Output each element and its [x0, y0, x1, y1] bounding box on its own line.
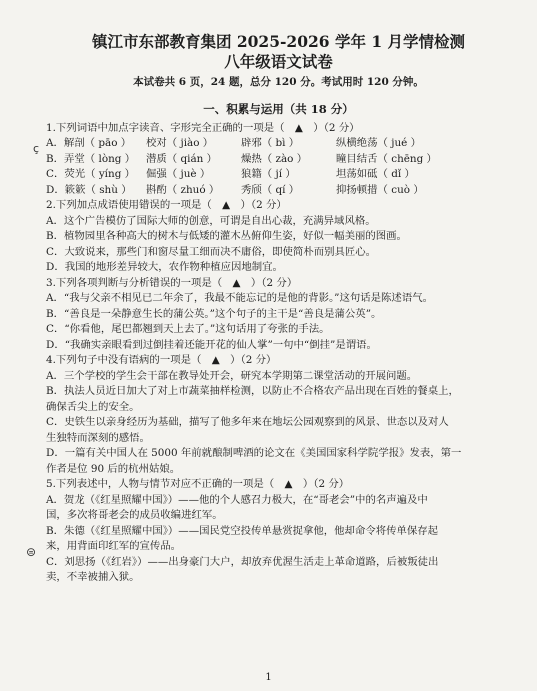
option-cell: 校对（ jiào ）	[146, 137, 214, 149]
option-c: C．刘思扬（《红岩》）——出身豪门大户，却放弃优渥生活走上革命道路，后被叛徒出	[46, 555, 439, 568]
question-stem: 1.下列词语中加点字读音、字形完全正确的一项是（ ▲ ）（2 分）	[46, 121, 360, 134]
option-b-continued: 来，用背面印红军的宣传品。	[46, 540, 182, 552]
option-c: C．史铁生以亲身经历为基础，描写了他多年来在地坛公园观察到的风景、世态以及对人	[46, 416, 449, 428]
option-cell: 瞳目结舌（ chēng ）	[336, 152, 437, 165]
option-cell: C．荧光（ yíng ）	[46, 168, 136, 180]
page-number: 1	[265, 671, 272, 683]
question-stem: 2.下列加点成语使用错误的一项是（ ▲ ）（2 分）	[46, 199, 287, 211]
exam-title: 镇江市东部教育集团 2025-2026 学年 1 月学情检测	[91, 32, 466, 51]
exam-subtitle: 八年级语文试卷	[224, 52, 333, 71]
question-stem: 5.下列表述中，人物与情节对应不正确的一项是（ ▲ ）（2 分）	[46, 478, 350, 490]
option-c: C．大致说来，那些门和窗尽量工细而决不庸俗，即使简朴而别具匠心。	[46, 245, 377, 258]
option-cell: 辟邪（ bì ）	[241, 137, 300, 149]
option-cell: 燥热（ zào ）	[241, 152, 308, 165]
option-b-continued: 确保舌尖上的安全。	[46, 400, 140, 413]
option-cell: B．弄堂（ lòng ）	[46, 152, 136, 165]
option-b: B．“善良是一朵静意生长的蒲公英。”这个句子的主干是“善良是蒲公英”。	[46, 307, 382, 320]
option-b: B．朱德（《红星照耀中国》）——国民党空投传单悬赏捉拿他，他却命令将传单保存起	[46, 524, 439, 537]
option-a-continued: 国，多次将哥老会的成员收编进红军。	[46, 509, 223, 521]
option-cell: A．解剖（ pāo ）	[46, 137, 132, 149]
option-c: C．“你看他，尾巴都翘到天上去了。”这句话用了夸张的手法。	[46, 323, 330, 335]
option-cell: 倔强（ juè ）	[146, 168, 211, 180]
question-1	[46, 121, 511, 199]
option-a: A．“我与父亲不相见已二年余了，我最不能忘记的是他的背影。”这句话是陈述语气。	[46, 292, 433, 304]
option-grid	[46, 136, 511, 198]
question-4	[46, 353, 511, 477]
option-d: D．我国的地形差异较大，农作物种植应因地制宜。	[46, 261, 283, 273]
option-b: B．执法人员近日加大了对上市蔬菜抽样检测，以防止不合格农产品出现在百姓的餐桌上，	[46, 385, 459, 397]
question-stem: 4.下列句子中没有语病的一项是（ ▲ ）（2 分）	[46, 354, 277, 366]
question-5	[46, 477, 511, 586]
question-stem: 3.下列各项判断与分析错误的一项是（ ▲ ）（2 分）	[46, 276, 298, 289]
option-cell: 狼籍（ jí ）	[241, 168, 296, 180]
option-cell: 潜质（ qián ）	[146, 152, 218, 165]
option-cell: 斟酌（ zhuó ）	[146, 183, 220, 196]
option-c-continued: 生独特而深刻的感悟。	[46, 431, 150, 444]
option-b: B．植物园里各种高大的树木与低矮的灌木丛俯仰生姿，好似一幅美丽的图画。	[46, 230, 407, 242]
option-cell: 抑扬顿措（ cuò ）	[336, 183, 424, 196]
option-d: D．一篇有关中国人在 5000 年前就酿制啤酒的论文在《美国国家科学院学报》发表，第一	[46, 447, 462, 459]
section-title: 一、积累与运用（共 18 分）	[203, 102, 354, 116]
question-3	[46, 276, 511, 354]
exam-note: 本试卷共 6 页，24 题，总分 120 分。考试用时 120 分钟。	[133, 76, 424, 88]
option-c-continued: 卖，不幸被捕入狱。	[46, 571, 140, 583]
question-2	[46, 198, 511, 276]
option-cell: 秀颀（ qí ）	[241, 183, 300, 196]
option-d: D．“我确实亲眼看到过倒挂着还能开花的仙人掌”一句中“倒挂”是谓语。	[46, 338, 377, 351]
option-d-continued: 作者是位 90 后的杭州姑娘。	[46, 462, 181, 475]
option-cell: 纵横绝荡（ jué ）	[336, 137, 422, 149]
option-a: A．这个广告模仿了国际大师的创意，可谓是自出心裁，充满异域风格。	[46, 214, 376, 227]
option-cell: D．簌簌（ shù ）	[46, 183, 132, 196]
option-a: A．三个学校的学生会干部在教导处开会，研究本学期第二课堂活动的开展问题。	[46, 369, 418, 382]
option-cell: 坦荡如砥（ dǐ ）	[336, 168, 415, 180]
margin-circle-mark: ⊜	[26, 545, 37, 559]
option-a: A．贺龙（《红星照耀中国》）——他的个人感召力极大，在“哥老会”中的名声遍及中	[46, 493, 428, 506]
margin-check-mark: ç	[33, 142, 40, 155]
